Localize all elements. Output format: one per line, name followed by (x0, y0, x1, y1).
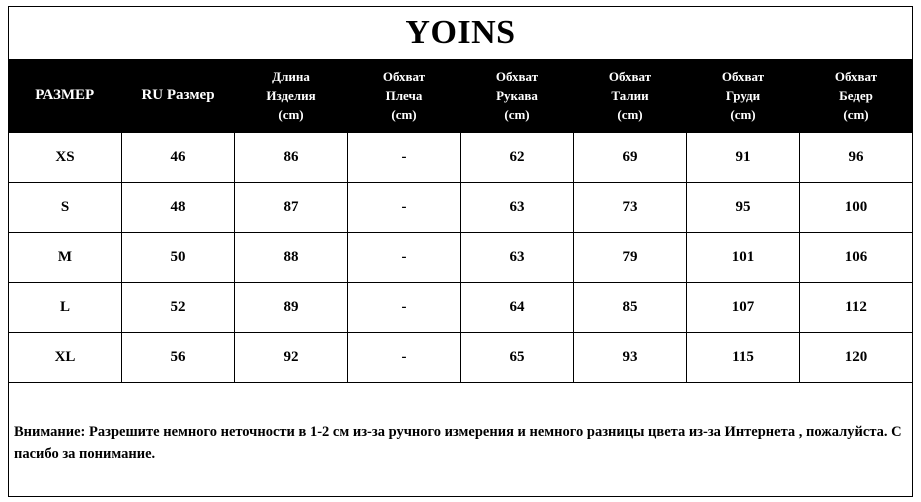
column-header (687, 59, 800, 132)
column-header-line: (cm) (278, 106, 304, 122)
measure-cell: 101 (687, 232, 800, 282)
size-cell: XL (9, 332, 122, 382)
column-header (235, 59, 348, 132)
measure-cell: 64 (461, 282, 574, 332)
column-header-line: Обхват (608, 68, 652, 84)
column-header-line: РАЗМЕР (35, 86, 95, 103)
measure-cell: - (348, 332, 461, 382)
measure-cell: 91 (687, 132, 800, 182)
measure-cell: - (348, 232, 461, 282)
measure-cell: 46 (122, 132, 235, 182)
measure-cell: 112 (800, 282, 913, 332)
measure-cell: 52 (122, 282, 235, 332)
measure-cell: 120 (800, 332, 913, 382)
column-header-line: Бедер (839, 87, 873, 103)
table-row (9, 332, 913, 382)
brand-title: YOINS (405, 14, 516, 51)
measure-cell: 86 (235, 132, 348, 182)
measure-cell: 73 (574, 182, 687, 232)
measure-cell: - (348, 282, 461, 332)
measure-cell: - (348, 182, 461, 232)
measure-cell: 62 (461, 132, 574, 182)
size-cell: M (9, 232, 122, 282)
size-cell: S (9, 182, 122, 232)
column-header-line: Рукава (496, 87, 538, 103)
column-header-line: (cm) (504, 106, 530, 122)
column-header (9, 59, 122, 132)
measure-cell: 96 (800, 132, 913, 182)
measure-cell: 69 (574, 132, 687, 182)
column-header-line: Талии (611, 87, 649, 103)
measure-cell: 93 (574, 332, 687, 382)
size-table (8, 59, 913, 383)
column-header-line: Изделия (266, 87, 316, 103)
size-cell: XS (9, 132, 122, 182)
measure-cell: 88 (235, 232, 348, 282)
column-header (348, 59, 461, 132)
column-header-line: Длина (272, 68, 310, 84)
column-header (574, 59, 687, 132)
column-header-line: Груди (725, 87, 761, 103)
column-header-line: (cm) (730, 106, 756, 122)
measure-cell: 106 (800, 232, 913, 282)
column-header-line: Обхват (721, 68, 765, 84)
table-row (9, 282, 913, 332)
column-header (122, 59, 235, 132)
measure-cell: 63 (461, 232, 574, 282)
column-header-line: Обхват (382, 68, 426, 84)
table-row (9, 232, 913, 282)
column-header-line: (cm) (617, 106, 643, 122)
table-header-row (9, 59, 913, 132)
measure-cell: 92 (235, 332, 348, 382)
column-header (800, 59, 913, 132)
measure-cell: 87 (235, 182, 348, 232)
column-header-line: Обхват (834, 68, 878, 84)
column-header-line: (cm) (843, 106, 869, 122)
column-header-line: Обхват (495, 68, 539, 84)
measure-cell: 79 (574, 232, 687, 282)
measure-cell: 115 (687, 332, 800, 382)
measure-cell: 63 (461, 182, 574, 232)
measure-cell: - (348, 132, 461, 182)
column-header-line: Плеча (385, 87, 423, 103)
table-row (9, 182, 913, 232)
measure-cell: 65 (461, 332, 574, 382)
measure-cell: 50 (122, 232, 235, 282)
size-cell: L (9, 282, 122, 332)
measure-cell: 85 (574, 282, 687, 332)
table-body (9, 132, 913, 382)
column-header-line: (cm) (391, 106, 417, 122)
measure-cell: 89 (235, 282, 348, 332)
table-row (9, 132, 913, 182)
column-header-line: RU Размер (141, 86, 215, 103)
measure-cell: 56 (122, 332, 235, 382)
measure-cell: 107 (687, 282, 800, 332)
size-chart (8, 6, 913, 497)
measure-cell: 95 (687, 182, 800, 232)
column-header (461, 59, 574, 132)
measure-cell: 48 (122, 182, 235, 232)
measure-cell: 100 (800, 182, 913, 232)
disclaimer-note: Внимание: Разрешите немного неточности в 1-2 см из-за ручного измерения и немного разницы цвета из-за Интернета , пожалуйста. Спасибо за понимание. (14, 423, 902, 462)
